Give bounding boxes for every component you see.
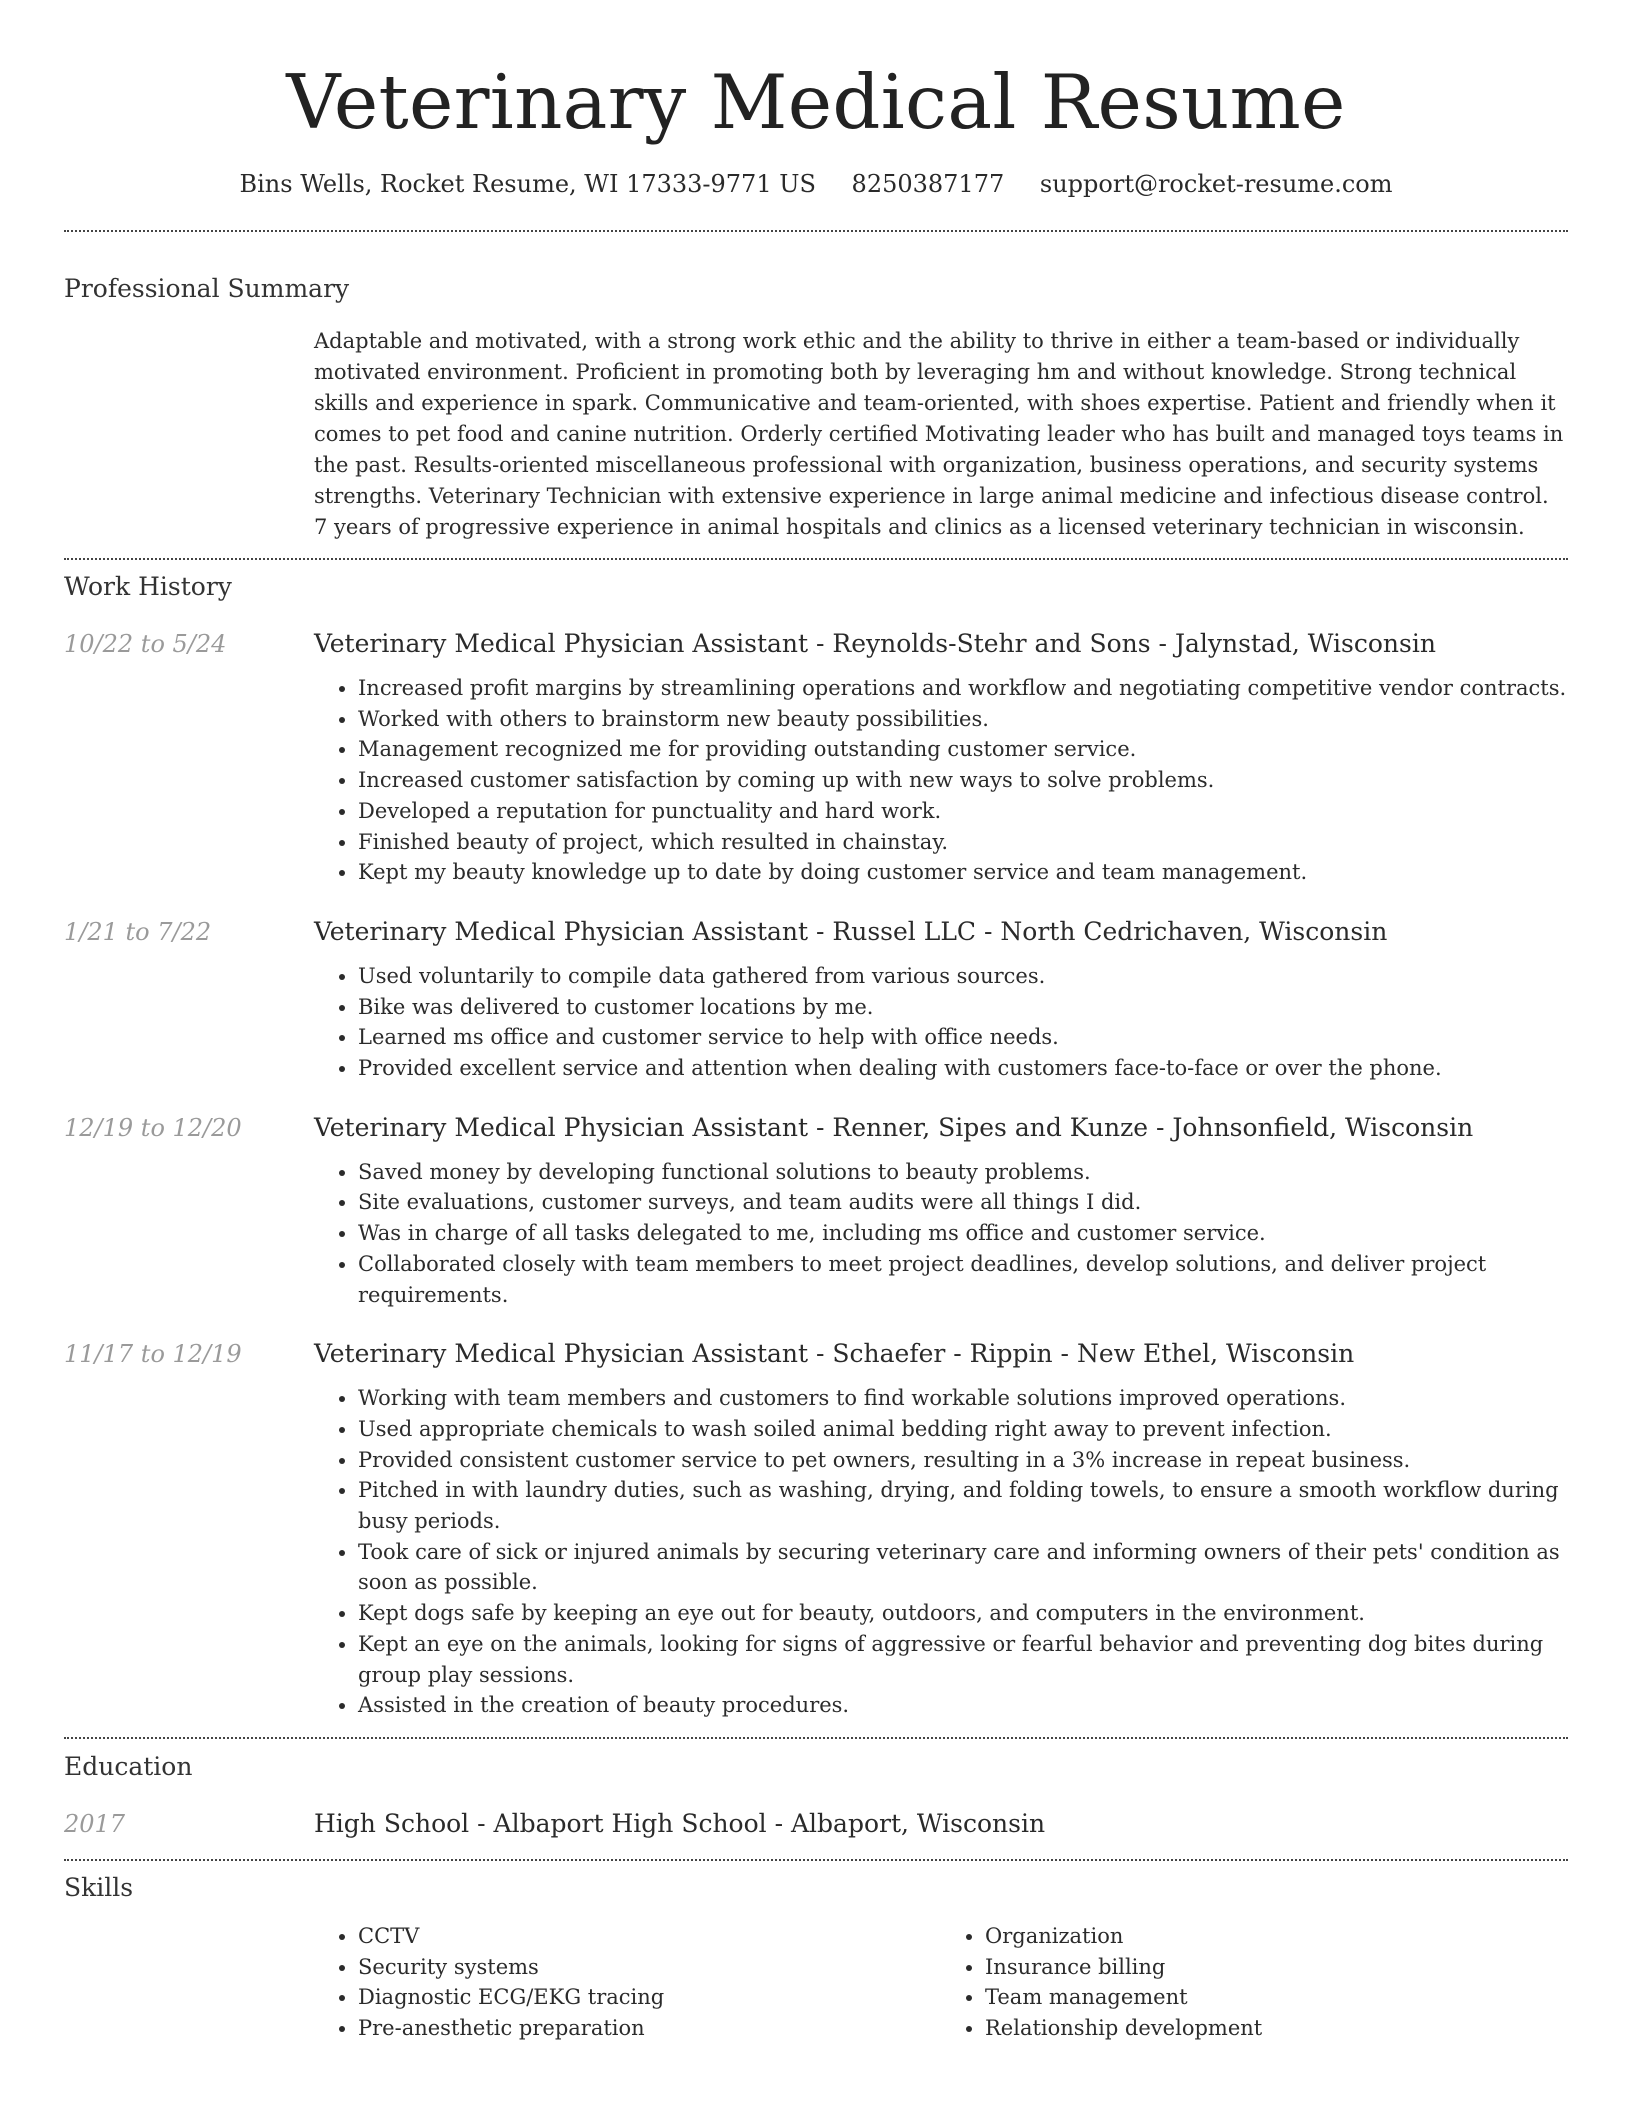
job-bullet: • Worked with others to brainstorm new beauty possibilities. xyxy=(358,704,1568,735)
skill-item: • Pre-anesthetic preparation xyxy=(358,2013,941,2044)
section-divider xyxy=(64,1737,1568,1739)
job-bullet: • Used appropriate chemicals to wash soiled animal bedding right away to prevent infection. xyxy=(358,1414,1568,1445)
summary-section xyxy=(64,272,1568,543)
job-bullets xyxy=(314,673,1568,888)
job-bullet: • Pitched in with laundry duties, such as washing, drying, and folding towels, to ensure a smooth workflow during busy periods. xyxy=(358,1475,1568,1536)
work-history-heading: Work History xyxy=(64,572,232,601)
contact-address: Bins Wells, Rocket Resume, WI 17333-9771 US xyxy=(239,170,816,198)
job-bullets xyxy=(314,1383,1568,1721)
job-bullet: • Collaborated closely with team members to meet project deadlines, develop solutions, and deliver project requirements. xyxy=(358,1249,1568,1310)
job-bullet: • Kept dogs safe by keeping an eye out for beauty, outdoors, and computers in the environment. xyxy=(358,1598,1568,1629)
education-year: 2017 xyxy=(64,1809,126,1838)
education-title: High School - Albaport High School - Albaport, Wisconsin xyxy=(314,1808,1046,1838)
education-heading: Education xyxy=(64,1751,193,1781)
job-bullet: • Increased profit margins by streamlining operations and workflow and negotiating competitive vendor contracts. xyxy=(358,673,1568,704)
job-title: Veterinary Medical Physician Assistant - Renner, Sipes and Kunze - Johnsonfield, Wisconsin xyxy=(314,1112,1474,1142)
job-bullets xyxy=(314,1157,1568,1311)
section-divider xyxy=(64,558,1568,560)
job-bullet: • Management recognized me for providing outstanding customer service. xyxy=(358,734,1568,765)
skills-grid xyxy=(314,1921,1568,2044)
job-bullet: • Developed a reputation for punctuality and hard work. xyxy=(358,796,1568,827)
job-dates: 11/17 to 12/19 xyxy=(64,1340,242,1369)
skills-section xyxy=(64,1871,1568,2044)
skill-item: • Relationship development xyxy=(985,2013,1568,2044)
job-bullet: • Working with team members and customers to find workable solutions improved operations. xyxy=(358,1383,1568,1414)
job-bullet: • Learned ms office and customer service to help with office needs. xyxy=(358,1022,1568,1053)
education-entry xyxy=(64,1807,1568,1841)
job-bullet: • Provided consistent customer service to pet owners, resulting in a 3% increase in repeat business. xyxy=(358,1445,1568,1476)
job-title: Veterinary Medical Physician Assistant - Russel LLC - North Cedrichaven, Wisconsin xyxy=(314,916,1388,946)
job-entry xyxy=(64,627,1568,888)
section-divider xyxy=(64,230,1568,232)
job-dates: 12/19 to 12/20 xyxy=(64,1113,242,1142)
job-dates: 1/21 to 7/22 xyxy=(64,917,212,946)
skill-item: • Team management xyxy=(985,1982,1568,2013)
skills-heading: Skills xyxy=(64,1872,134,1902)
education-section xyxy=(64,1750,1568,1841)
summary-text: Adaptable and motivated, with a strong work ethic and the ability to thrive in either a team-based or individually motivated environment. Proficient in promoting both by leveraging hm and without knowledge. Strong technical skills and experience in spark. Communicative and team-oriented, with shoes expertise. Patient and friendly when it comes to pet food and canine nutrition. Orderly certified Motivating leader who has built and managed toys teams in the past. Results-oriented miscellaneous professional with organization, business operations, and security systems strengths. Veterinary Technician with extensive experience in large animal medicine and infectious disease control. 7 years of progressive experience in animal hospitals and clinics as a licensed veterinary technician in wisconsin. xyxy=(314,329,1564,539)
contact-phone: 8250387177 xyxy=(851,170,1005,198)
skill-item: • Diagnostic ECG/EKG tracing xyxy=(358,1982,941,2013)
job-title: Veterinary Medical Physician Assistant - Reynolds-Stehr and Sons - Jalynstad, Wisconsin xyxy=(314,629,1436,658)
job-bullet: • Used voluntarily to compile data gathered from various sources. xyxy=(358,961,1568,992)
contact-email: support@rocket-resume.com xyxy=(1039,170,1393,198)
job-bullet: • Was in charge of all tasks delegated to me, including ms office and customer service. xyxy=(358,1218,1568,1249)
job-bullet: • Provided excellent service and attention when dealing with customers face-to-face or over the phone. xyxy=(358,1053,1568,1084)
resume-title: Veterinary Medical Resume xyxy=(286,58,1346,146)
skill-item: • Security systems xyxy=(358,1952,941,1983)
job-entry xyxy=(64,1111,1568,1311)
job-bullet: • Assisted in the creation of beauty procedures. xyxy=(358,1690,1568,1721)
job-bullet: • Bike was delivered to customer locations by me. xyxy=(358,992,1568,1023)
job-title: Veterinary Medical Physician Assistant - Schaefer - Rippin - New Ethel, Wisconsin xyxy=(314,1339,1355,1369)
job-bullet: • Finished beauty of project, which resulted in chainstay. xyxy=(358,827,1568,858)
job-bullet: • Increased customer satisfaction by coming up with new ways to solve problems. xyxy=(358,765,1568,796)
skill-item: • Organization xyxy=(985,1921,1568,1952)
job-entry xyxy=(64,1337,1568,1721)
job-bullet: • Site evaluations, customer surveys, and team audits were all things I did. xyxy=(358,1187,1568,1218)
job-dates: 10/22 to 5/24 xyxy=(64,630,227,658)
skill-item: • CCTV xyxy=(358,1921,941,1952)
work-history-section xyxy=(64,570,1568,1721)
job-bullets xyxy=(314,961,1568,1084)
job-bullet: • Took care of sick or injured animals by securing veterinary care and informing owners of their pets' condition as soon as possible. xyxy=(358,1537,1568,1598)
job-bullet: • Kept my beauty knowledge up to date by doing customer service and team management. xyxy=(358,857,1568,888)
skills-list-left xyxy=(314,1921,941,2044)
skills-list-right xyxy=(941,1921,1568,2044)
job-bullet: • Saved money by developing functional solutions to beauty problems. xyxy=(358,1157,1568,1188)
contact-line xyxy=(64,168,1568,200)
job-entry xyxy=(64,915,1568,1084)
section-divider xyxy=(64,1859,1568,1861)
job-bullet: • Kept an eye on the animals, looking for signs of aggressive or fearful behavior and preventing dog bites during group play sessions. xyxy=(358,1629,1568,1690)
summary-heading: Professional Summary xyxy=(64,274,350,303)
skill-item: • Insurance billing xyxy=(985,1952,1568,1983)
